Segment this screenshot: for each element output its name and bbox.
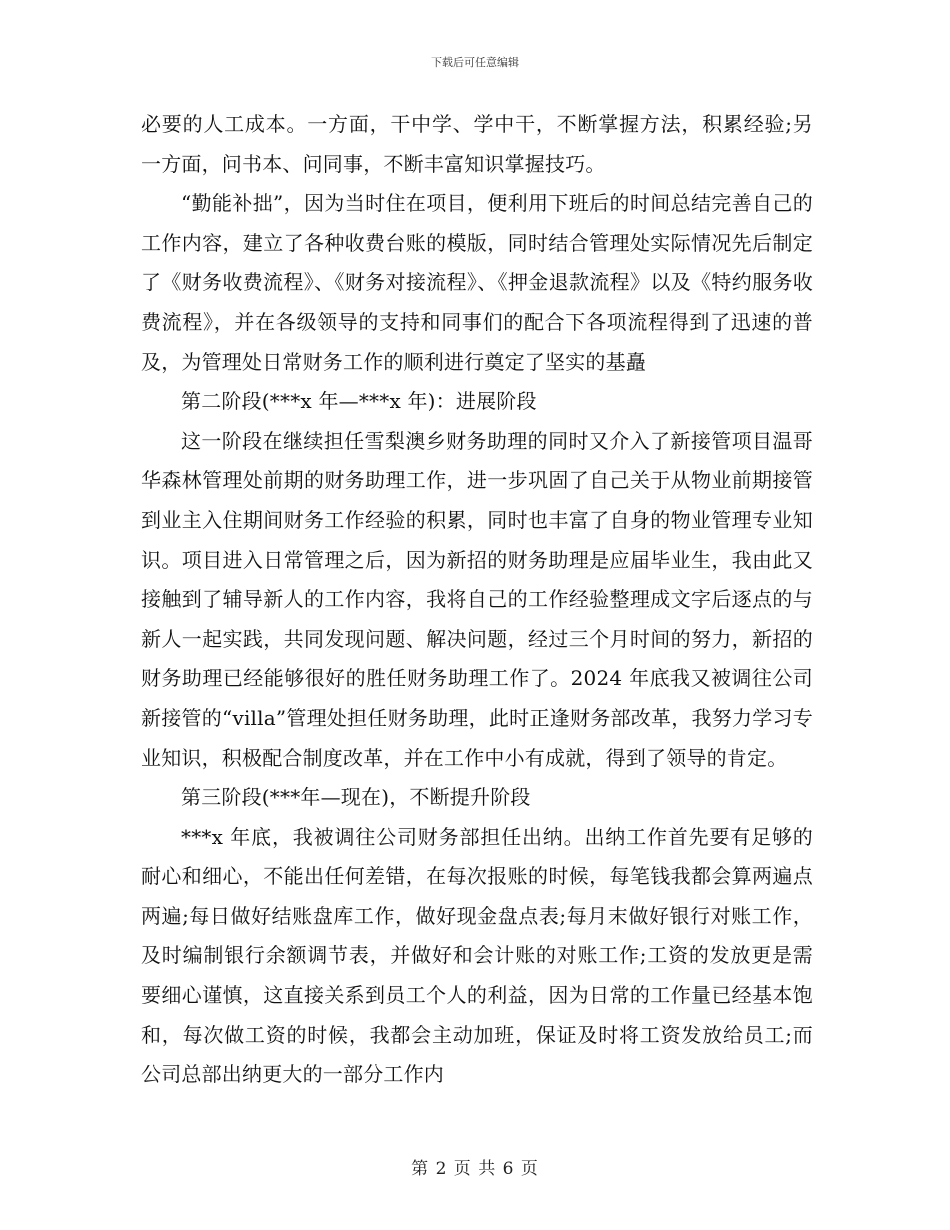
section-heading-stage-three: 第三阶段(***年—现在)，不断提升阶段 — [181, 785, 531, 810]
page-number-footer: 第 2 页 共 6 页 — [411, 1159, 539, 1179]
document-body — [141, 105, 813, 1095]
section-heading-stage-two: 第二阶段(***x 年—***x 年)：进展阶段 — [181, 389, 537, 414]
paragraph-stage-three: ***x 年底，我被调往公司财务部担任出纳。出纳工作首先要有足够的耐心和细心，不能出任何差错，在每次报账的时候，每笔钱我都会算两遍点两遍;每日做好结账盘库工作，做好现金盘点表;每月末做好银行对账工作，及时编制银行余额调节表，并做好和会计账的对账工作;工资的发放更是需要细心谨慎，这直接关系到员工个人的利益，因为日常的工作量已经基本饱和，每次做工资的时候，我都会主动加班，保证及时将工资发放给员工;而公司总部出纳更大的一部分工作内 — [141, 824, 813, 1087]
paragraph-stage-two: 这一阶段在继续担任雪梨澳乡财务助理的同时又介入了新接管项目温哥华森林管理处前期的财务助理工作，进一步巩固了自己关于从物业前期接管到业主入住期间财务工作经验的积累，同时也丰富了自身的物业管理专业知识。项目进入日常管理之后，因为新招的财务助理是应届毕业生，我由此又接触到了辅导新人的工作内容，我将自己的工作经验整理成文字后逐点的与新人一起实践，共同发现问题、解决问题，经过三个月时间的努力，新招的财务助理已经能够很好的胜任财务助理工作了。2024 年底我又被调往公司新接管的“villa”管理处担任财务助理，此时正逢财务部改革，我努力学习专业知识，积极配合制度改革，并在工作中小有成就，得到了领导的肯定。 — [141, 428, 813, 770]
paragraph-diligence: “勤能补拙”，因为当时住在项目，便利用下班后的时间总结完善自己的工作内容，建立了各种收费台账的模版，同时结合管理处实际情况先后制定了《财务收费流程》、《财务对接流程》、《押金退款流程》以及《特约服务收费流程》，并在各级领导的支持和同事们的配合下各项流程得到了迅速的普及，为管理处日常财务工作的顺利进行奠定了坚实的基矗 — [141, 191, 813, 374]
page-header-note: 下载后可任意编辑 — [431, 56, 519, 69]
paragraph-continuation: 必要的人工成本。一方面，干中学、学中干，不断掌握方法，积累经验;另一方面，问书本、问同事，不断丰富知识掌握技巧。 — [141, 112, 813, 176]
